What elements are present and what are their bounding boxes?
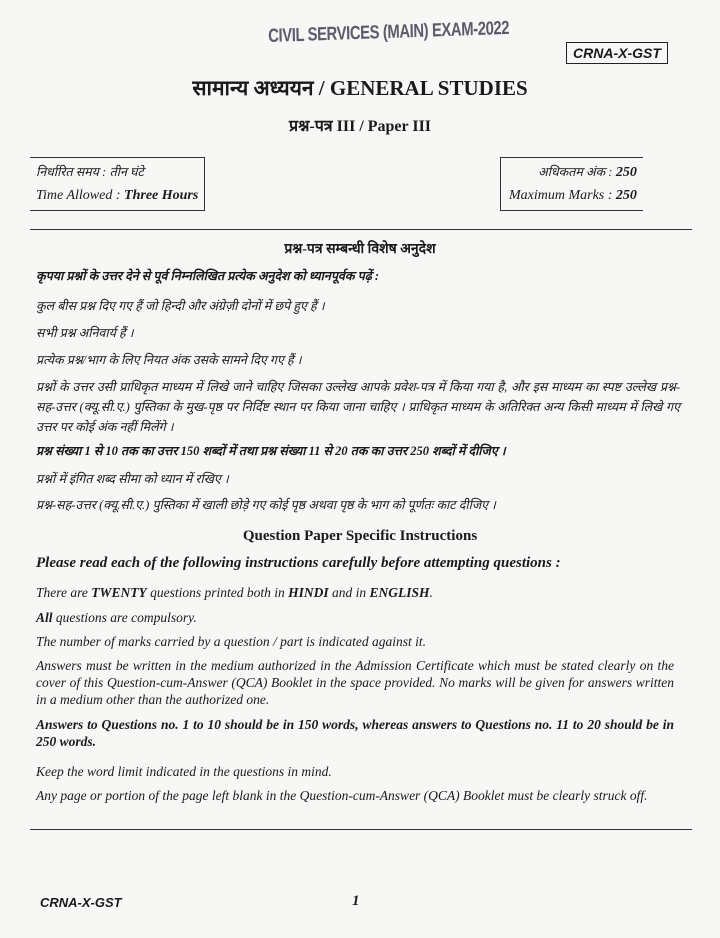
marks-hindi-line: [509, 161, 637, 184]
english-item-3: The number of marks carried by a question / part is indicated against it.: [36, 634, 426, 649]
english-item-1-mid: questions printed both in: [146, 585, 289, 600]
time-hindi-label: निर्धारित समय :: [36, 165, 107, 179]
divider-bottom: [30, 829, 692, 830]
time-allowed-box: [30, 157, 205, 211]
english-item-1: [36, 584, 676, 601]
english-item-1-hindi: HINDI: [288, 585, 329, 600]
english-item-2-all: All: [36, 610, 53, 625]
maximum-marks-box: [500, 157, 643, 211]
hindi-item-3: प्रत्येक प्रश्न/भाग के लिए नियत अंक उसके सामने दिए गए हैं ।: [36, 353, 302, 367]
english-item-6: Keep the word limit indicated in the questions in mind.: [36, 764, 332, 779]
paper-subtitle: प्रश्न-पत्र III / Paper III: [288, 118, 432, 135]
hindi-instructions-heading: प्रश्न-पत्र सम्बन्धी विशेष अनुदेश: [284, 242, 436, 257]
english-item-2: [36, 609, 676, 626]
hindi-item-6: प्रश्नों में इंगित शब्द सीमा को ध्यान में रखिए ।: [36, 472, 229, 486]
time-english-line: [36, 184, 198, 207]
exam-stamp: CIVIL SERVICES (MAIN) EXAM-2022: [268, 17, 510, 47]
english-item-1-twenty: TWENTY: [91, 585, 147, 600]
english-instructions-intro: Please read each of the following instructions carefully before attempting questions :: [36, 555, 561, 571]
hindi-item-1: कुल बीस प्रश्न दिए गए हैं जो हिन्दी और अंग्रेज़ी दोनों में छपे हुए हैं ।: [36, 299, 325, 313]
english-item-1-pre: There are: [36, 585, 92, 600]
divider-top: [30, 229, 692, 230]
english-item-2-rest: questions are compulsory.: [52, 610, 197, 625]
page-number: 1: [352, 893, 360, 909]
hindi-item-7: प्रश्न-सह-उत्तर (क्यू.सी.ए.) पुस्तिका में खाली छोड़े गए कोई पृष्ठ अथवा पृष्ठ के भाग को पूर्णतः काट दीजिए ।: [36, 498, 496, 512]
marks-english-label: Maximum Marks :: [509, 188, 613, 203]
english-instructions-heading: Question Paper Specific Instructions: [242, 528, 478, 544]
marks-hindi-value: 250: [615, 165, 637, 180]
marks-english-value: 250: [615, 188, 637, 203]
marks-hindi-label: अधिकतम अंक :: [538, 165, 613, 179]
paper-title: सामान्य अध्ययन / GENERAL STUDIES: [192, 76, 528, 100]
english-item-1-and: and in: [328, 585, 370, 600]
english-item-1-end: .: [429, 585, 433, 600]
marks-english-line: [509, 184, 637, 207]
english-item-7: Any page or portion of the page left blank in the Question-cum-Answer (QCA) Booklet must be clearly struck off.: [36, 788, 648, 803]
hindi-item-4: प्रश्नों के उत्तर उसी प्राधिकृत माध्यम में लिखे जाने चाहिए जिसका उल्लेख आपके प्रवेश-पत्र में किया गया है, और इस माध्यम का स्पष्ट उल्लेख प्रश्न-सह-उत्तर (क्यू.सी.ए.) पुस्तिका के मुख-पृष्ठ पर निर्दिष्ट स्थान पर किया जाना चाहिए । प्राधिकृत माध्यम के अतिरिक्त अन्य किसी माध्यम में लिखे गए उत्तर पर कोई अंक नहीं मिलेंगे ।: [36, 380, 680, 434]
time-english-label: Time Allowed :: [36, 188, 121, 203]
time-hindi-value: तीन घंटे: [109, 165, 144, 179]
paper-code-box: CRNA-X-GST: [566, 42, 668, 64]
english-item-1-english: ENGLISH: [369, 585, 430, 600]
footer-paper-code: CRNA-X-GST: [40, 895, 122, 910]
time-english-value: Three Hours: [124, 188, 199, 203]
hindi-item-2: सभी प्रश्न अनिवार्य हैं ।: [36, 326, 134, 340]
time-hindi-line: [36, 161, 198, 184]
english-item-4: Answers must be written in the medium authorized in the Admission Certificate which must be stated clearly on the cover of this Question-cum-Answer (QCA) Booklet in the space provided. No marks will be given for answers written in a medium other than the authorized one.: [36, 658, 674, 707]
hindi-item-5: प्रश्न संख्या 1 से 10 तक का उत्तर 150 शब्दों में तथा प्रश्न संख्या 11 से 20 तक का उत्तर 250 शब्दों में दीजिए ।: [36, 444, 506, 458]
hindi-instructions-intro: कृपया प्रश्नों के उत्तर देने से पूर्व निम्नलिखित प्रत्येक अनुदेश को ध्यानपूर्वक पढ़ें :: [36, 269, 380, 283]
english-item-5: Answers to Questions no. 1 to 10 should be in 150 words, whereas answers to Questions no. 11 to 20 should be in 250 words.: [36, 717, 674, 749]
